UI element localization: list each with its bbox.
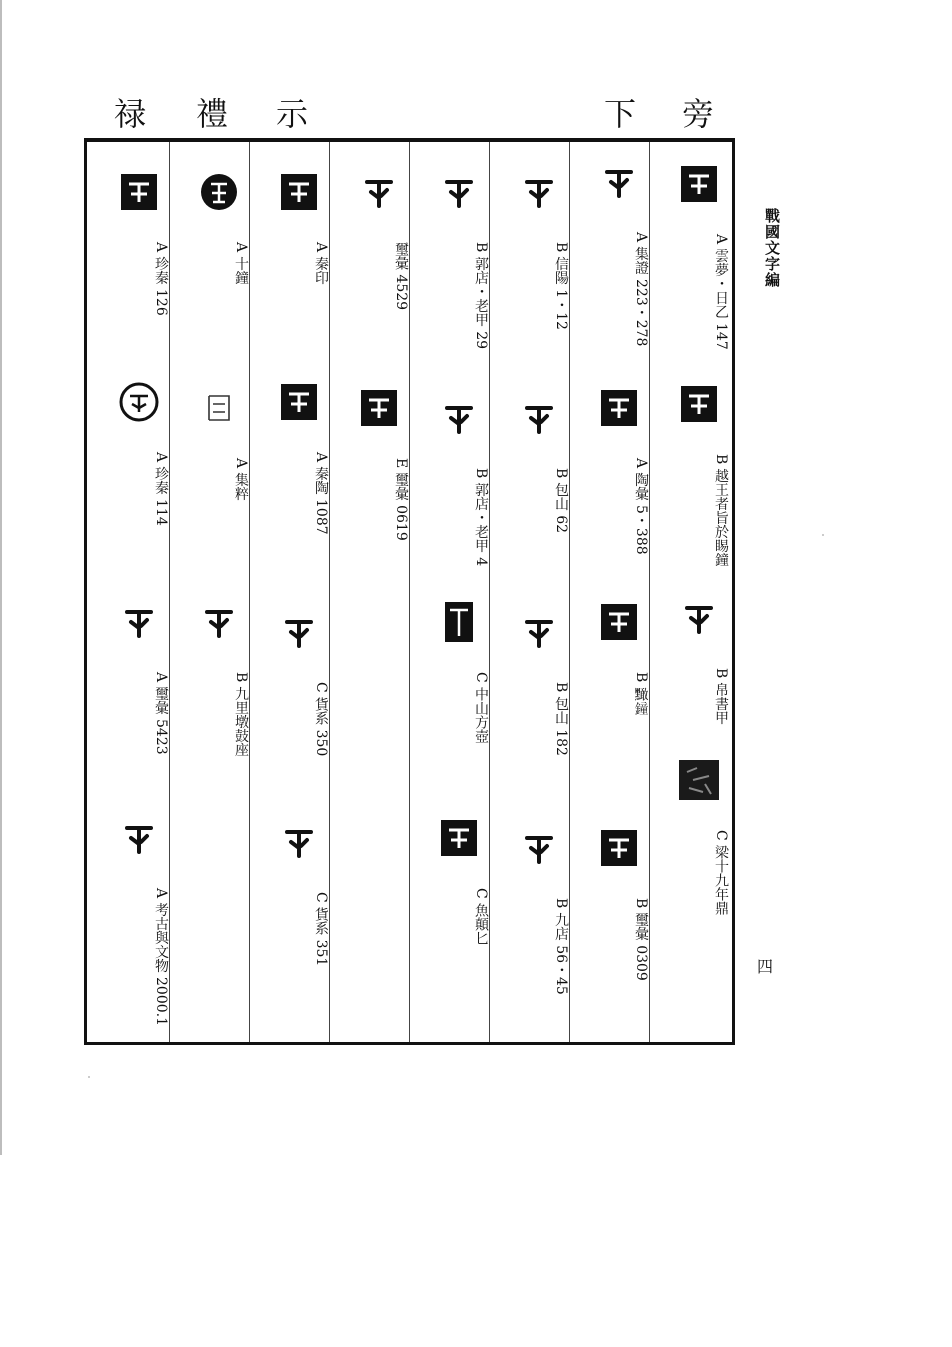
- seal-inverted-tall-icon: [439, 602, 479, 642]
- page-number: 四: [757, 957, 774, 976]
- source-caption: A 陶彙 5・388: [633, 458, 649, 555]
- column-divider: [569, 142, 570, 1042]
- brush-character-icon: [119, 818, 159, 858]
- source-caption: C 梁十九年鼎: [713, 830, 729, 916]
- headword-xia: 下: [603, 95, 636, 133]
- source-caption: B 帛書甲: [713, 668, 729, 725]
- source-caption: B 璽彙 0309: [633, 898, 649, 981]
- source-caption: B 信陽 1・12: [553, 242, 569, 330]
- source-caption: A 璽彙 5423: [153, 672, 169, 755]
- seal-inverted-square-icon: [279, 382, 319, 422]
- seal-round-icon: [119, 382, 159, 422]
- source-caption: B 九里墩鼓座: [233, 672, 249, 757]
- source-caption: B 𪒠鐘: [633, 672, 649, 715]
- brush-character-icon: [439, 172, 479, 212]
- brush-character-icon: [119, 602, 159, 642]
- scan-speck: [88, 1076, 90, 1078]
- source-caption: C 魚顛匕: [473, 888, 489, 946]
- brush-character-icon: [359, 172, 399, 212]
- entry-column: [417, 142, 497, 1042]
- brush-character-icon: [519, 612, 559, 652]
- source-caption: A 珍秦 114: [153, 452, 169, 526]
- book-title: 戰國文字編: [763, 208, 781, 288]
- brush-character-icon: [439, 398, 479, 438]
- entry-column: [257, 142, 337, 1042]
- source-caption: B 九店 56・45: [553, 898, 569, 995]
- headword-li: 禮: [195, 95, 228, 133]
- source-caption: B 越王者旨於睗鐘: [713, 454, 729, 567]
- brush-character-icon: [519, 172, 559, 212]
- column-divider: [169, 142, 170, 1042]
- character-table: [84, 138, 735, 1045]
- column-divider: [649, 142, 650, 1042]
- entry-column: [577, 142, 657, 1042]
- source-caption: B 郭店・老甲 29: [473, 242, 489, 350]
- source-caption: B 包山 182: [553, 682, 569, 756]
- seal-inverted-square-icon: [599, 602, 639, 642]
- scan-speck: [822, 534, 824, 536]
- brush-character-icon: [519, 398, 559, 438]
- brush-character-icon: [679, 598, 719, 638]
- entry-column: [177, 142, 257, 1042]
- brush-character-icon: [199, 602, 239, 642]
- seal-inverted-square-icon: [359, 388, 399, 428]
- seal-inverted-square-icon: [119, 172, 159, 212]
- brush-character-icon: [279, 612, 319, 652]
- source-caption: A 考古與文物 2000.1: [153, 888, 169, 1026]
- source-caption: A 秦印: [313, 242, 329, 285]
- source-caption: 璽彙 4529: [393, 242, 409, 311]
- seal-inverted-square-icon: [599, 828, 639, 868]
- headword-pang: 旁: [681, 95, 714, 133]
- rubbing-texture-icon: [679, 760, 719, 800]
- brush-character-icon: [519, 828, 559, 868]
- entry-column: [97, 142, 177, 1042]
- source-caption: C 貨系 351: [313, 892, 329, 967]
- seal-inverted-square-icon: [599, 388, 639, 428]
- seal-inverted-square-icon: [679, 164, 719, 204]
- headword-shi: 示: [275, 95, 308, 133]
- seal-inverted-square-icon: [439, 818, 479, 858]
- headword-row: [0, 92, 952, 142]
- brush-character-icon: [599, 162, 639, 202]
- source-caption: A 十鐘: [233, 242, 249, 285]
- seal-inverted-square-icon: [279, 172, 319, 212]
- column-divider: [329, 142, 330, 1042]
- seal-inverted-square-icon: [679, 384, 719, 424]
- entry-column: [657, 142, 737, 1042]
- entry-column: [497, 142, 577, 1042]
- outline-character-icon: [199, 388, 239, 428]
- source-caption: C 貨系 350: [313, 682, 329, 757]
- column-divider: [249, 142, 250, 1042]
- source-caption: A 集粹: [233, 458, 249, 501]
- source-caption: B 郭店・老甲 4: [473, 468, 489, 567]
- source-caption: A 秦陶 1087: [313, 452, 329, 535]
- seal-round-inverted-icon: [199, 172, 239, 212]
- entry-column: [337, 142, 417, 1042]
- headword-lu: 禄: [113, 95, 146, 133]
- source-caption: B 包山 62: [553, 468, 569, 534]
- column-divider: [409, 142, 410, 1042]
- source-caption: A 珍秦 126: [153, 242, 169, 316]
- source-caption: E 璽彙 0619: [393, 458, 409, 541]
- column-divider: [489, 142, 490, 1042]
- page-scan-edge: [0, 0, 2, 1155]
- source-caption: A 雲夢・日乙 147: [713, 234, 729, 350]
- brush-character-icon: [279, 822, 319, 862]
- source-caption: A 集證 223・278: [633, 232, 649, 347]
- source-caption: C 中山方壺: [473, 672, 489, 744]
